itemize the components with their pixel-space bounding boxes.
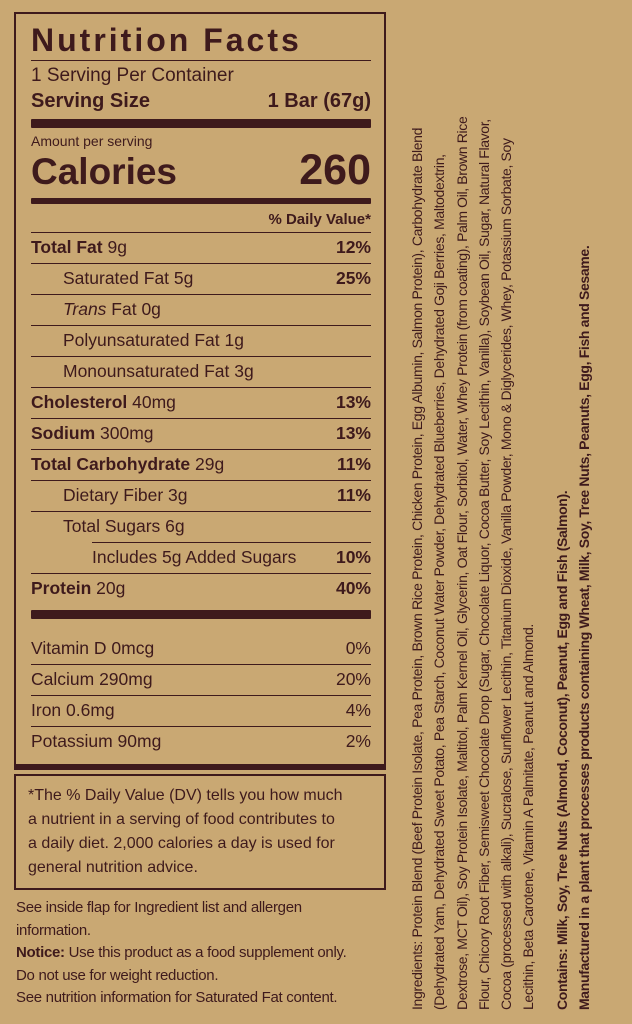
- amount-per-serving: Amount per serving: [31, 132, 153, 149]
- nutrient-row-dietary-fiber: [31, 481, 371, 511]
- nutrient-daily-value: 11%: [336, 485, 371, 506]
- serving-size-label: Serving Size: [31, 89, 150, 112]
- nutrient-daily-value: 10%: [335, 547, 371, 568]
- nutrition-facts-panel: [14, 12, 386, 770]
- micronutrient-row-iron: [31, 696, 371, 726]
- nutrient-label: Cholesterol 40mg: [31, 392, 176, 413]
- nutrient-row-trans-fat: [31, 295, 371, 325]
- nutrient-row-total-fat: [31, 233, 371, 263]
- nutrient-label: Potassium 90mg: [31, 731, 162, 752]
- nutrient-daily-value: 2%: [345, 731, 371, 752]
- nutrient-label: Protein 20g: [31, 578, 126, 599]
- ingredients-statement: [406, 30, 540, 1010]
- medium-separator-bar: [31, 198, 371, 204]
- see-flap-note: See inside flap for Ingredient list and allergen: [16, 899, 302, 917]
- nutrient-label: Iron 0.6mg: [31, 700, 115, 721]
- nutrient-row-total-carbohydrate: [31, 450, 371, 480]
- rotated-text-block: [400, 0, 632, 1024]
- nutrient-daily-value: 20%: [335, 669, 371, 690]
- micronutrients-section: [31, 622, 371, 757]
- nutrient-daily-value: 25%: [335, 268, 371, 289]
- nutrient-label: Polyunsaturated Fat 1g: [63, 330, 244, 351]
- nutrient-label: Includes 5g Added Sugars: [92, 547, 297, 568]
- micronutrient-row-vitamin-d: [31, 634, 371, 664]
- thick-separator-bar: [31, 119, 371, 128]
- nutrient-label: Saturated Fat 5g: [63, 268, 194, 289]
- servings-per-container: 1 Serving Per Container: [31, 64, 234, 86]
- nutrient-label: Total Fat 9g: [31, 237, 127, 258]
- ingredients-line: (Dehydrated Yam, Dehydrated Sweet Potato, Pea Starch, Coconut Water Powder, Dehydrated Blueberries, Dehydrated Goji Berries, Maltodextrin,: [431, 154, 448, 1010]
- daily-value-header: % Daily Value*: [268, 211, 371, 229]
- nutrient-row-added-sugars: [31, 543, 371, 573]
- serving-size-value: 1 Bar (67g): [267, 89, 371, 112]
- notice-label: Notice:: [16, 944, 65, 962]
- nutrient-label: Total Carbohydrate 29g: [31, 454, 225, 475]
- rotated-ingredients-panel: [400, 0, 632, 1024]
- nutrient-daily-value: 4%: [345, 700, 371, 721]
- ingredients-line: Dextrose, MCT Oil), Soy Protein Isolate, Maltitol, Palm Kernel Oil, Glycerin, Oat Flour, Sorbitol, Water, Whey Protein (from coating), Palm Oil, Brown Rice: [453, 116, 470, 1010]
- nutrient-daily-value: 13%: [335, 423, 371, 444]
- label-left-column: [14, 12, 386, 1010]
- footnote-line: a nutrient in a serving of food contributes to: [28, 811, 335, 829]
- micronutrient-row-calcium: [31, 665, 371, 695]
- allergen-statement: [551, 30, 596, 1010]
- notice-note-line2: Do not use for weight reduction.: [16, 966, 219, 984]
- nutrient-row-total-sugars: [31, 512, 371, 542]
- nutrient-row-saturated-fat: [31, 264, 371, 294]
- nutrient-label: Total Sugars 6g: [63, 516, 185, 537]
- ingredients-line: Lecithin, Beta Carotene, Vitamin A Palmitate, Peanut and Almond.: [520, 624, 537, 1010]
- nutrient-row-polyunsaturated-fat: [31, 326, 371, 356]
- micronutrient-row-potassium: [31, 727, 371, 757]
- calories-row: [31, 146, 371, 196]
- ingredients-line: Ingredients: Protein Blend (Beef Protein Isolate, Pea Protein, Brown Rice Protein, Chicken Protein, Egg Albumin, Salmon Protein), Carbohydrate Blend: [409, 127, 425, 1010]
- nutrient-daily-value: 0%: [345, 638, 371, 659]
- thick-separator-bar: [31, 610, 371, 619]
- nutrient-label: Vitamin D 0mcg: [31, 638, 155, 659]
- nutrient-row-monounsaturated-fat: [31, 357, 371, 387]
- ingredients-line: Flour, Chicory Root Fiber, Semisweet Chocolate Drop (Sugar, Chocolate Liquor, Cocoa Butter, Soy Lecithin, Vanilla), Soybean Oil, Sugar, Natural Flavor,: [475, 119, 492, 1010]
- footnote-line: *The % Daily Value (DV) tells you how much: [28, 787, 343, 805]
- see-flap-note: information.: [16, 921, 91, 939]
- nutrient-daily-value: 11%: [336, 454, 371, 475]
- calories-label: Calories: [31, 151, 178, 193]
- saturated-fat-note: See nutrition information for Saturated Fat content.: [16, 989, 338, 1007]
- serving-size-row: [31, 88, 371, 117]
- footnote-line: a daily diet. 2,000 calories a day is used for: [28, 835, 335, 853]
- nutrient-row-cholesterol: [31, 388, 371, 418]
- manufactured-line: Manufactured in a plant that processes products containing Wheat, Milk, Soy, Tree Nuts, Peanuts, Egg, Fish and Sesame.: [576, 245, 593, 1010]
- nutrient-daily-value: 12%: [335, 237, 371, 258]
- nutrient-row-protein: [31, 574, 371, 604]
- nutrient-label: Sodium 300mg: [31, 423, 154, 444]
- nutrient-label: Monounsaturated Fat 3g: [63, 361, 254, 382]
- footnote-line: general nutrition advice.: [28, 859, 198, 877]
- nutrient-label: Calcium 290mg: [31, 669, 153, 690]
- calories-value: 260: [299, 146, 371, 195]
- package-notes: [14, 890, 386, 1010]
- daily-value-footnote-box: [14, 774, 386, 890]
- nutrient-daily-value: 13%: [335, 392, 371, 413]
- nutrient-row-sodium: [31, 419, 371, 449]
- nutrient-daily-value: 40%: [335, 578, 371, 599]
- notice-note: Notice: Use this product as a food supplement only.: [16, 944, 347, 962]
- panel-title: Nutrition Facts: [31, 22, 302, 58]
- nutrient-label: Trans Fat 0g: [63, 299, 161, 320]
- nutrient-label: Dietary Fiber 3g: [63, 485, 188, 506]
- ingredients-line: Cocoa (processed with alkali), Sucralose, Sunflower Lecithin, Titanium Dioxide, Vanilla Powder, Mono & Diglycerides, Whey, Potassium Sorbate, Soy: [498, 138, 515, 1010]
- contains-line: Contains: Milk, Soy, Tree Nuts (Almond, Coconut), Peanut, Egg and Fish (Salmon).: [553, 490, 570, 1010]
